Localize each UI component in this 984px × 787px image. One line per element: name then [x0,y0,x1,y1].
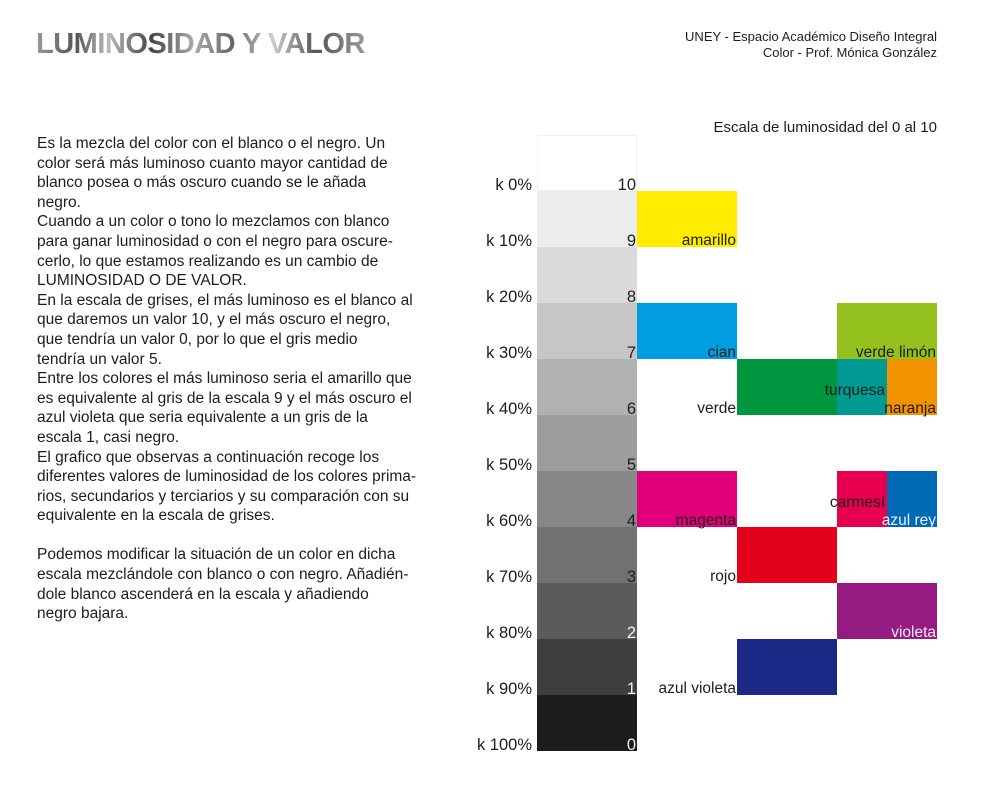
gray-band [537,639,637,695]
body-line: escala 1, casi negro. [37,428,180,446]
k-percent-label: k 20% [486,288,532,306]
body-line: diferentes valores de luminosidad de los colores prima- [37,468,417,486]
k-percent-label: k 50% [486,456,532,474]
body-line: equivalente en la escala de grises. [37,507,275,525]
label-verde: verde [697,400,736,417]
luminosity-value: 5 [626,456,636,474]
body-line: rios, secundarios y terciarios y su comparación con su [37,487,410,505]
body-line: dole blanco ascenderá en la escala y añadiendo [37,585,369,603]
body-line: LUMINOSIDAD O DE VALOR. [37,272,247,290]
body-line: que tendría un valor 0, por lo que el gris medio [37,330,358,348]
luminosity-value: 1 [626,680,636,698]
gray-band [537,471,637,527]
k-percent-label: k 60% [486,512,532,530]
k-percent-label: k 30% [486,344,532,362]
body-line: color será más luminoso cuanto mayor cantidad de [37,154,388,172]
body-line: para ganar luminosidad o con el negro para oscure- [37,232,393,250]
body-line: escala mezclándole con blanco o con negro. Añadién- [37,566,409,584]
luminosity-value: 7 [626,344,636,362]
body-line: Podemos modificar la situación de un color en dicha [37,546,396,564]
label-rojo: rojo [710,568,736,585]
body-line: negro. [37,193,81,211]
luminosity-value: 2 [626,624,636,642]
label-azul-violeta: azul violeta [658,680,736,697]
body-line: es equivalente al gris de la escala 9 y el más oscuro el [37,389,412,407]
body-line: Es la mezcla del color con el blanco o el negro. Un [37,135,386,152]
gray-band [537,415,637,471]
body-line: Entre los colores el más luminoso seria el amarillo que [37,370,412,388]
label-naranja: naranja [884,400,936,417]
label-amarillo: amarillo [681,232,736,249]
k-percent-label: k 10% [486,232,532,250]
luminosity-value: 0 [626,736,636,754]
gray-band [537,303,637,359]
body-line [37,526,447,546]
gray-band [537,191,637,247]
body-line: En la escala de grises, el más luminoso es el blanco al [37,291,413,309]
label-magenta: magenta [675,512,736,529]
body-line: cerlo, lo que estamos realizando es un cambio de [37,252,379,270]
label-verde-limon: verde limón [855,344,936,361]
k-percent-label: k 0% [495,176,532,194]
luminosity-value: 4 [626,512,636,530]
body-text [37,134,447,624]
block-verde [737,359,837,415]
luminosity-value: 8 [626,288,636,306]
gray-band [537,583,637,639]
gray-band [537,695,637,751]
luminosity-value: 10 [617,176,636,194]
luminosity-value: 3 [626,568,636,586]
body-line: blanco posea o más oscuro cuando se le añada [37,174,367,192]
k-percent-label: k 70% [486,568,532,586]
body-line: El grafico que observas a continuación recoge los [37,448,380,466]
label-violeta: violeta [891,624,936,641]
label-turquesa: turquesa [824,382,885,399]
label-azul-rey: azul rey [881,512,936,529]
body-line: que daremos un valor 10, y el más oscuro el negro, [37,311,391,329]
body-line: azul violeta que seria equivalente a un gris de la [37,409,368,427]
scale-title: Escala de luminosidad del 0 al 10 [713,119,937,136]
k-percent-label: k 100% [476,736,532,754]
luminosity-value: 6 [626,400,636,418]
luminosity-value: 9 [626,232,636,250]
body-line: negro bajara. [37,605,129,623]
k-percent-label: k 80% [486,624,532,642]
credits [685,29,937,61]
k-percent-label: k 90% [486,680,532,698]
label-cian: cian [707,344,736,361]
body-line: Cuando a un color o tono lo mezclamos con blanco [37,213,390,231]
block-azul-violeta [737,639,837,695]
gray-band [537,527,637,583]
gray-band [537,359,637,415]
block-rojo [737,527,837,583]
label-carmesi: carmesí [829,494,885,511]
page-title: LUMINOSIDAD Y VALOR [36,28,365,60]
gray-band [537,247,637,303]
credits-professor: Color - Prof. Mónica González [762,45,937,60]
body-line: tendría un valor 5. [37,350,162,368]
credits-institution: UNEY - Espacio Académico Diseño Integral [685,29,937,44]
k-percent-label: k 40% [486,400,532,418]
